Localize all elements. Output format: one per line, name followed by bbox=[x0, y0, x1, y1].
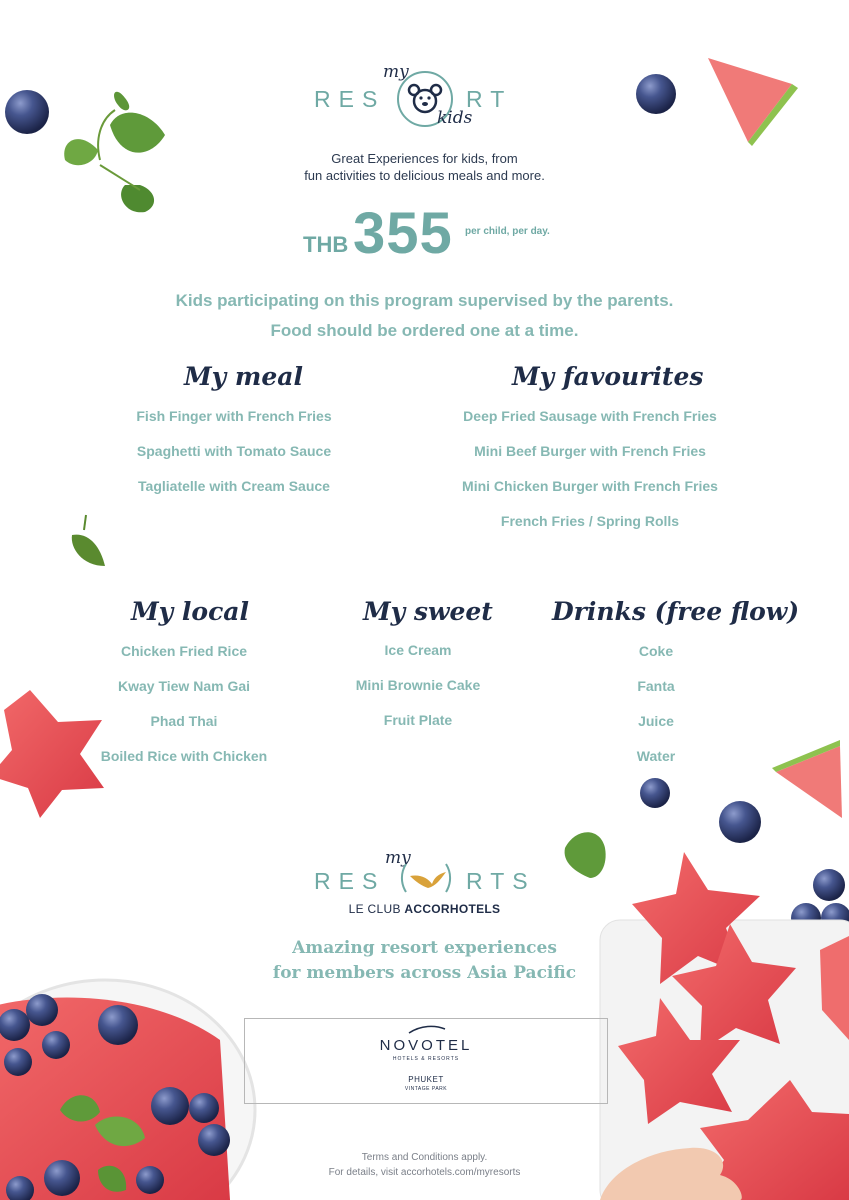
logo-res: RES bbox=[314, 86, 386, 112]
watermelon-star-icon bbox=[0, 690, 104, 818]
price-unit: per child, per day. bbox=[465, 226, 550, 237]
menu-item: Fruit Plate bbox=[383, 712, 453, 728]
watermelon-slice-icon bbox=[772, 740, 842, 818]
hotel-logo-box bbox=[244, 1018, 608, 1104]
hotel-name: NOVOTEL bbox=[379, 1037, 473, 1054]
section-title-drinks: Drinks (free flow) bbox=[552, 597, 800, 626]
my-resorts-logo bbox=[0, 848, 849, 918]
terms-line: For details, visit accorhotels.com/myresorts bbox=[328, 1167, 521, 1178]
section-title-my-meal: My meal bbox=[184, 362, 303, 391]
section-title-my-favourites: My favourites bbox=[512, 362, 704, 391]
menu-item: Water bbox=[636, 748, 676, 764]
menu-item: Kway Tiew Nam Gai bbox=[117, 678, 251, 694]
bird-icon bbox=[398, 850, 454, 906]
logo-rts: RTS bbox=[466, 868, 536, 894]
menu-item: Spaghetti with Tomato Sauce bbox=[136, 443, 332, 459]
section-title-my-sweet: My sweet bbox=[363, 597, 493, 626]
menu-item: Coke bbox=[638, 643, 674, 659]
menu-item: Deep Fried Sausage with French Fries bbox=[463, 408, 717, 424]
blueberry-icon bbox=[640, 778, 670, 808]
menu-item: Ice Cream bbox=[384, 642, 452, 658]
hotel-sub: HOTELS & RESORTS bbox=[392, 1056, 460, 1062]
logo-kids: kids bbox=[437, 108, 473, 128]
novotel-swoosh-icon bbox=[407, 1023, 447, 1035]
logo-rt: RT bbox=[466, 86, 513, 112]
notice-line: Food should be ordered one at a time. bbox=[270, 321, 579, 340]
hotel-location-sub: VINTAGE PARK bbox=[404, 1086, 448, 1092]
menu-item: Fish Finger with French Fries bbox=[136, 408, 332, 424]
hotel-location: PHUKET bbox=[408, 1075, 444, 1084]
menu-item: Fanta bbox=[637, 678, 675, 694]
price-block bbox=[0, 200, 849, 270]
brand-tagline-line: Amazing resort experiences bbox=[292, 938, 557, 958]
menu-item: Chicken Fried Rice bbox=[120, 643, 248, 659]
terms-line: Terms and Conditions apply. bbox=[361, 1152, 488, 1163]
menu-item: Tagliatelle with Cream Sauce bbox=[138, 478, 330, 494]
terms bbox=[0, 1150, 849, 1180]
tagline-line: Great Experiences for kids, from bbox=[331, 151, 518, 166]
notice bbox=[0, 286, 849, 346]
menu-item: Boiled Rice with Chicken bbox=[100, 748, 268, 764]
section-title-my-local: My local bbox=[131, 597, 249, 626]
logo-my: my bbox=[385, 848, 411, 868]
menu-item: French Fries / Spring Rolls bbox=[500, 513, 680, 529]
notice-line: Kids participating on this program supervised by the parents. bbox=[175, 291, 674, 310]
le-club-text: LE CLUB bbox=[348, 902, 405, 916]
le-club-accorhotels bbox=[0, 902, 849, 916]
brand-tagline bbox=[0, 936, 849, 986]
leaf-icon bbox=[72, 515, 105, 566]
logo-res: RES bbox=[314, 868, 386, 894]
brand-tagline-line: for members across Asia Pacific bbox=[272, 963, 577, 983]
price-amount: 355 bbox=[353, 201, 453, 266]
logo-my: my bbox=[383, 62, 409, 82]
menu-item: Juice bbox=[638, 713, 674, 729]
menu-item: Mini Chicken Burger with French Fries bbox=[462, 478, 718, 494]
accorhotels-text: ACCORHOTELS bbox=[404, 902, 501, 916]
menu-item: Phad Thai bbox=[150, 713, 218, 729]
menu-item: Mini Beef Burger with French Fries bbox=[474, 443, 706, 459]
menu-item: Mini Brownie Cake bbox=[355, 677, 481, 693]
tagline bbox=[0, 150, 849, 184]
price-currency: THB bbox=[303, 232, 349, 257]
tagline-line: fun activities to delicious meals and more. bbox=[304, 168, 545, 183]
my-resort-kids-logo bbox=[0, 62, 849, 132]
blueberry-icon bbox=[719, 801, 761, 843]
